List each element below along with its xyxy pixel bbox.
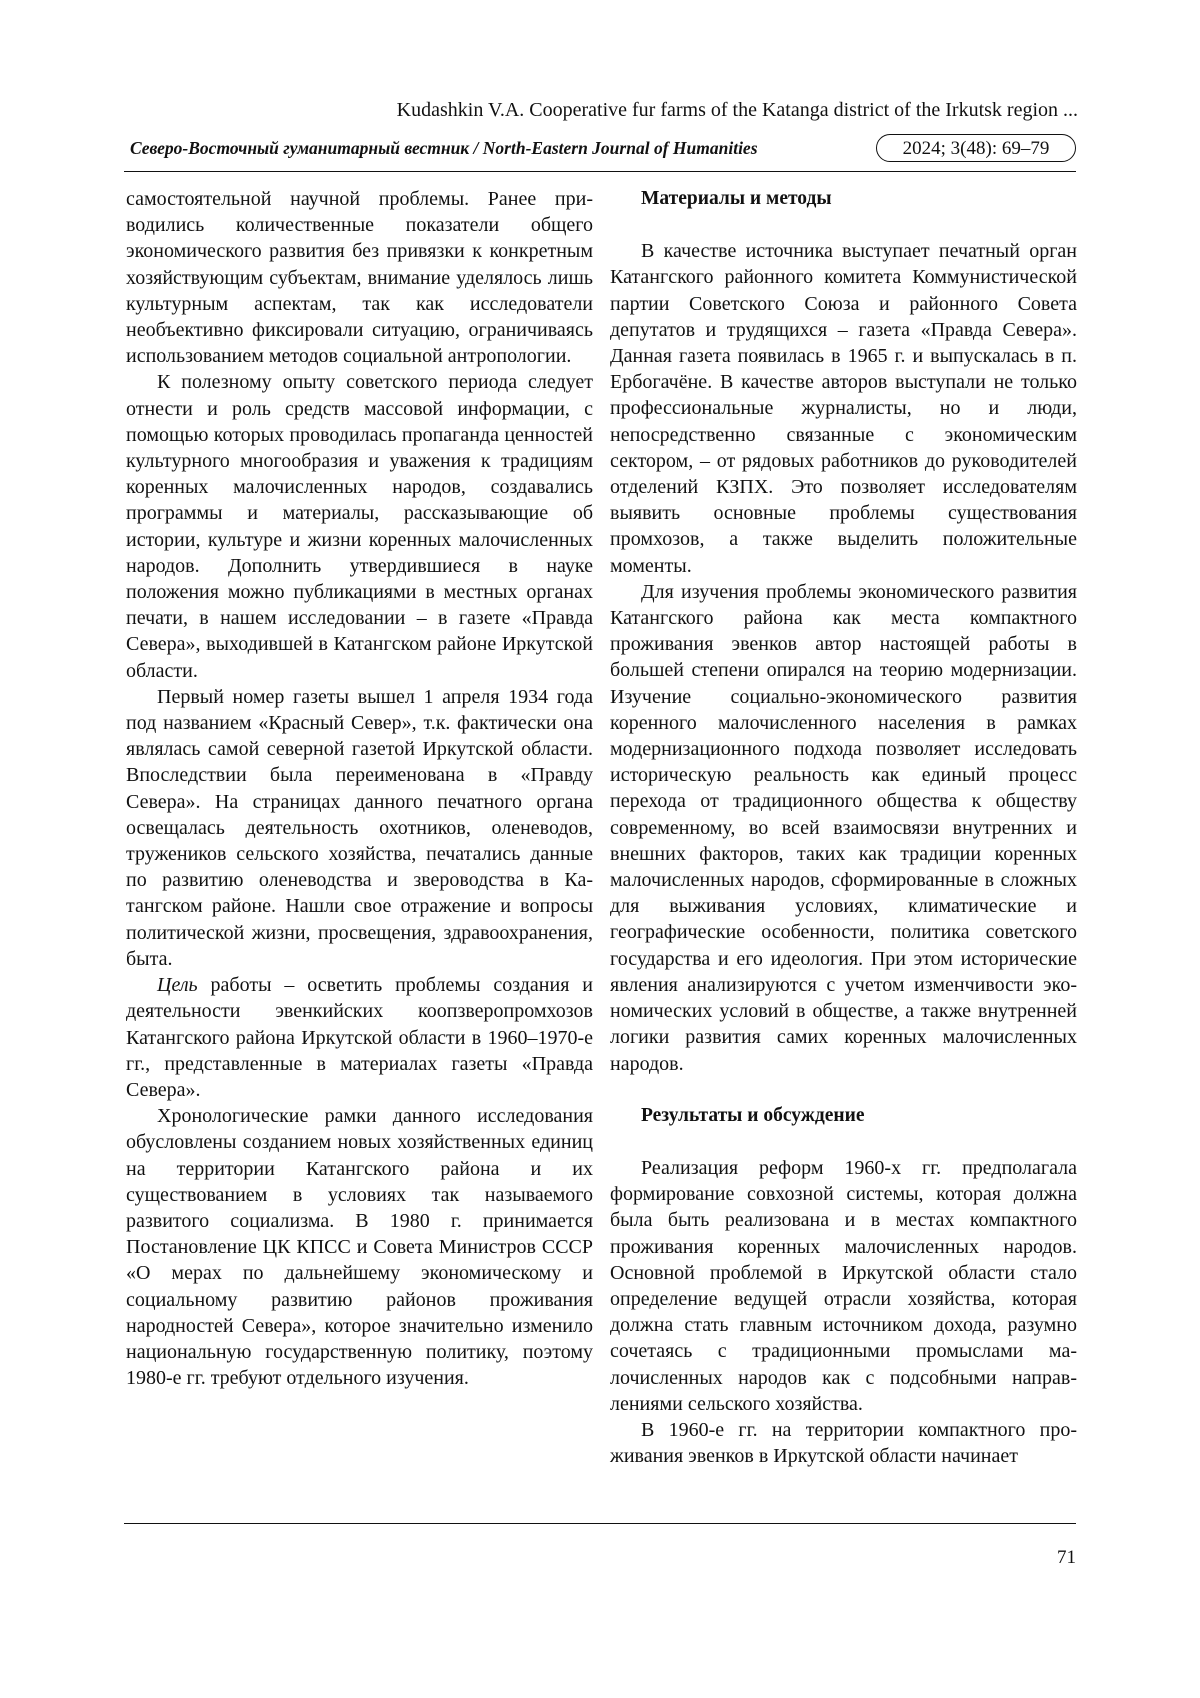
goal-text: работы – осветить проблемы создания и деятельности эвенкийских коопзверопромхозов Катангского района Иркутской области в 1960–1970-е гг., представленные в материалах газеты «Правда Севера». [126,974,593,1101]
journal-header [124,134,1076,166]
paragraph: Для изучения проблемы экономического развития Катангского района как места компактного проживания эвенков автор настоящей работы в большей степени опирался на теорию модернизации. Изучение социально-экономического развития коренного малочисленного населения в рамках модернизационного подхода позволяет исследовать историческую реальность как единый процесс перехода от традиционного общества к обществу современному, во всей взаимосвязи внутренних и внешних факторов, таких как традиции коренных малочисленных народов, сформированные в сложных для выживания условиях, климатические и географические особенности, политика советского государства и его идеология. При этом исторические явления анализируются с учетом изменчивости экономических условий в обществе, а также внутренней логики развития самих коренных малочисленных народов. [610,580,1077,1075]
paragraph: К полезному опыту советского периода следует отнести и роль средств массовой информации, с помощью которых проводилась пропаганда ценностей культурного многообразия и уважения к традициям коренных малочисленных народов, создавались программы и материалы, рассказывающие об истории, культуре и жизни коренных малочисленных народов. Дополнить утвердившиеся в науке положения можно публикациями в местных органах печати, в нашем исследовании – в газете «Правда Севера», выходившей в Катангском районе Иркутской области. [126,371,593,682]
paragraph: самостоятельной научной проблемы. Ранее приводились количественные показатели общего экономического развития без привязки к конкретным хозяйствующим субъектам, внимание уделялось лишь культурным аспектам, так как исследователи необъективно фиксировали ситуацию, ограничиваясь использованием методов социальной антропологии. [126,188,593,368]
right-column [610,186,1077,1469]
spacer [610,212,1077,238]
paragraph: В качестве источника выступает печатный орган Катангского районного комитета Коммунистической партии Советского Союза и районного Совета депутатов и трудящихся – газета «Правда Севера». Данная газета появилась в 1965 г. и выпускалась в п. Ербогачёне. В качестве авторов выступали не только профессиональные журналисты, но и люди, непосредственно связанные с экономическим сектором, – от рядовых работников до руководителей отделений КЗПХ. Это позволяет исследователям выявить основные проблемы существования промхозов, а также выделить положительные моменты. [610,240,1077,577]
header-rule [124,171,1076,172]
paragraph: В 1960-е гг. на территории компактного проживания эвенков в Иркутской области начинает [610,1418,1077,1468]
section-heading-methods: Материалы и методы [641,188,832,209]
footer-rule [124,1523,1076,1524]
page-number: 71 [1057,1547,1076,1568]
section-heading-results: Результаты и обсуждение [641,1104,865,1126]
paragraph: Реализация реформ 1960-х гг. предполагала формирование совхозной системы, которая должна была быть реализована и в местах компактного проживания коренных малочисленных народов. Основной проблемой в Иркутской области стало определение ведущей отрасли хозяйства, которая должна стать главным источником дохода, разумно сочетаясь с традиционными промыслами малочисленных народов как с подсобными направлениями сельского хозяйства. [610,1156,1077,1415]
goal-lead: Цель [157,974,198,997]
paragraph: Хронологические рамки данного исследования обусловлены созданием новых хозяйственных единиц на территории Катангского района и их существованием в условиях так называемого развитого социализма. В 1980 г. принимается Постановление ЦК КПСС и Совета Министров СССР «О мерах по дальнейшему экономическому и социальному развитию районов проживания народностей Севера», которое значительно изменило национальную государственную политику, поэтому 1980-е гг. требуют отдельного изучения. [126,1105,593,1390]
left-column [126,186,593,1391]
spacer [610,1129,1077,1155]
paragraph-goal [126,972,593,1103]
paragraph: Первый номер газеты вышел 1 апреля 1934 года под названием «Красный Север», т.к. фактически она являлась самой северной газетой Иркутской области. Впоследствии была переименована в «Правду Севера». На страницах данного печатного органа освещалась деятельность охотников, оленеводов, тружеников сельского хозяйства, печатались данные по развитию оленеводства и звероводства в Катангском районе. Нашли свое отражение и вопросы политической жизни, просвещения, здравоохранения, быта. [126,685,593,970]
issue-badge: 2024; 3(48): 69–79 [876,134,1076,162]
journal-title: Северо-Восточный гуманитарный вестник / North-Eastern Journal of Humanities [130,138,758,158]
spacer [610,1077,1077,1103]
running-title: Kudashkin V.A. Cooperative fur farms of the Katanga district of the Irkutsk region ... [396,99,1078,121]
